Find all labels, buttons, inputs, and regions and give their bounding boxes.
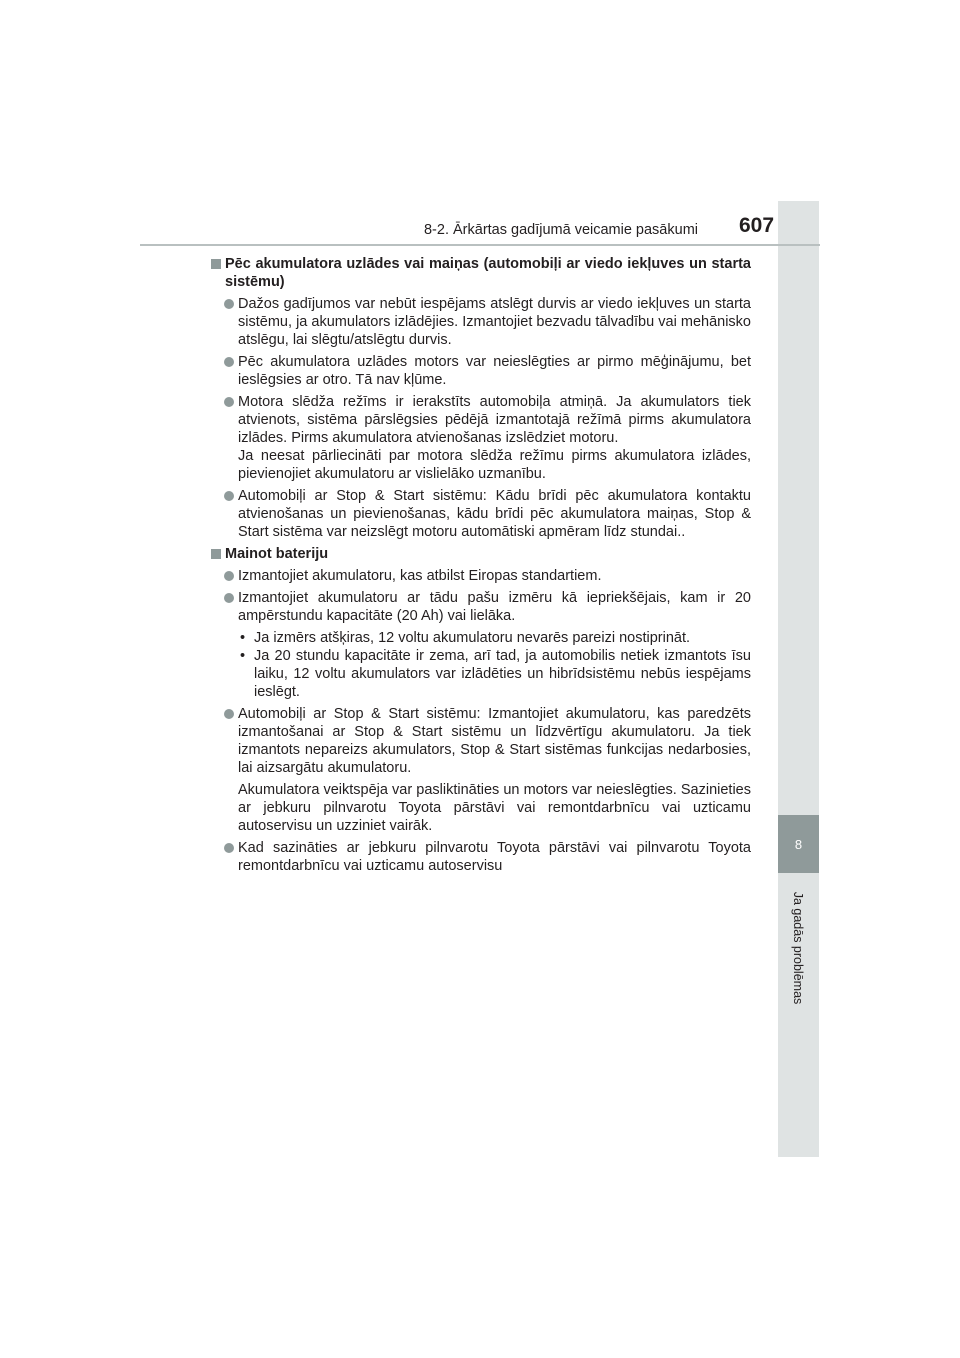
sub-bullet: • xyxy=(240,648,246,664)
list-item xyxy=(210,487,751,541)
square-bullet-icon xyxy=(211,259,221,269)
circle-bullet-icon xyxy=(224,593,234,603)
list-item-text: Motora slēdža režīms ir ierakstīts automobiļa atmiņā. Ja akumulators tiek atvienots, sistēma pārslēgsies pēdējā izmantotajā režīmā pirms akumulatora izlādes. Pirms akumulatora atvienošanas izslēdziet motoru. xyxy=(238,394,751,446)
sub-list-item-text: Ja izmērs atšķiras, 12 voltu akumulatoru nevarēs pareizi nostiprināt. xyxy=(254,630,690,646)
list-item xyxy=(210,705,751,777)
circle-bullet-icon xyxy=(224,843,234,853)
list-item xyxy=(210,839,751,875)
list-item-text: Automobiļi ar Stop & Start sistēmu: Izmantojiet akumulatoru, kas paredzēts izmantošanai ar Stop & Start sistēmu un līdzvērtīgu akumulatoru. Ja tiek izmantots nepareizs akumulators, Stop & Start sistēmas funkcijas nedarbosies, lai aizsargātu akumulatoru. xyxy=(238,706,751,776)
sub-list-item xyxy=(210,629,751,647)
note-paragraph: Akumulatora veiktspēja var pasliktināties un motors var neieslēgties. Sazinieties ar jebkuru pilnvarotu Toyota pārstāvi vai remontdarbnīcu vai uzticamu autoservisu un uzziniet vairāk. xyxy=(238,782,751,834)
header-divider xyxy=(140,244,820,246)
page-content xyxy=(210,255,751,879)
square-bullet-icon xyxy=(211,549,221,559)
list-item xyxy=(210,295,751,349)
list-item-text: Izmantojiet akumulatoru, kas atbilst Eiropas standartiem. xyxy=(238,568,602,584)
section-heading xyxy=(210,545,751,563)
sub-bullet: • xyxy=(240,630,246,646)
list-item xyxy=(210,589,751,625)
chapter-side-tab xyxy=(778,201,819,1157)
sub-list-item-text: Ja 20 stundu kapacitāte ir zema, arī tad, ja automobilis netiek izmantots īsu laiku, 12 voltu akumulators var izlādēties un hibrīdsistēmu nebūs iespējams ieslēgt. xyxy=(254,648,751,700)
circle-bullet-icon xyxy=(224,491,234,501)
list-item xyxy=(210,353,751,389)
circle-bullet-icon xyxy=(224,709,234,719)
chapter-label: Ja gadās problēmas xyxy=(791,891,805,1005)
list-item-text: Automobiļi ar Stop & Start sistēmu: Kādu brīdi pēc akumulatora kontaktu atvienošanas un pievienošanas, kādu brīdi pēc akumulatora maiņas, Stop & Start sistēma var neizslēgt motoru automātiski apmēram līdz stundai.. xyxy=(238,488,751,540)
section-heading-text: Pēc akumulatora uzlādes vai maiņas (automobiļi ar viedo iekļuves un starta sistēmu) xyxy=(225,256,751,290)
circle-bullet-icon xyxy=(224,357,234,367)
page-number: 607 xyxy=(739,214,775,237)
list-item-text: Izmantojiet akumulatoru ar tādu pašu izmēru kā iepriekšējais, kam ir 20 ampērstundu kapacitāte (20 Ah) vai lielāka. xyxy=(238,590,751,624)
chapter-number: 8 xyxy=(794,836,803,852)
section-heading xyxy=(210,255,751,291)
section-title: 8-2. Ārkārtas gadījumā veicamie pasākumi xyxy=(423,222,698,238)
circle-bullet-icon xyxy=(224,397,234,407)
circle-bullet-icon xyxy=(224,299,234,309)
list-item-continuation: Ja neesat pārliecināti par motora slēdža režīmu pirms akumulatora izlādes, pievienojiet akumulatoru ar vislielāko uzmanību. xyxy=(238,448,751,482)
sub-list-item xyxy=(210,647,751,701)
list-item-text: Kad sazināties ar jebkuru pilnvarotu Toyota pārstāvi vai pilnvarotu Toyota remontdarbnīcu vai uzticamu autoservisu xyxy=(238,840,751,874)
chapter-number-tab xyxy=(778,815,819,873)
list-item xyxy=(210,393,751,447)
list-item xyxy=(210,567,751,585)
section-heading-text: Mainot bateriju xyxy=(225,546,329,562)
list-item-text: Dažos gadījumos var nebūt iespējams atslēgt durvis ar viedo iekļuves un starta sistēmu, ja akumulators izlādējies. Izmantojiet bezvadu tālvadību vai mehānisko atslēgu, lai slēgtu/atslēgtu durvis. xyxy=(238,296,751,348)
circle-bullet-icon xyxy=(224,571,234,581)
list-item-text: Pēc akumulatora uzlādes motors var neieslēgties ar pirmo mēģinājumu, bet ieslēgsies ar otro. Tā nav kļūme. xyxy=(238,354,751,388)
